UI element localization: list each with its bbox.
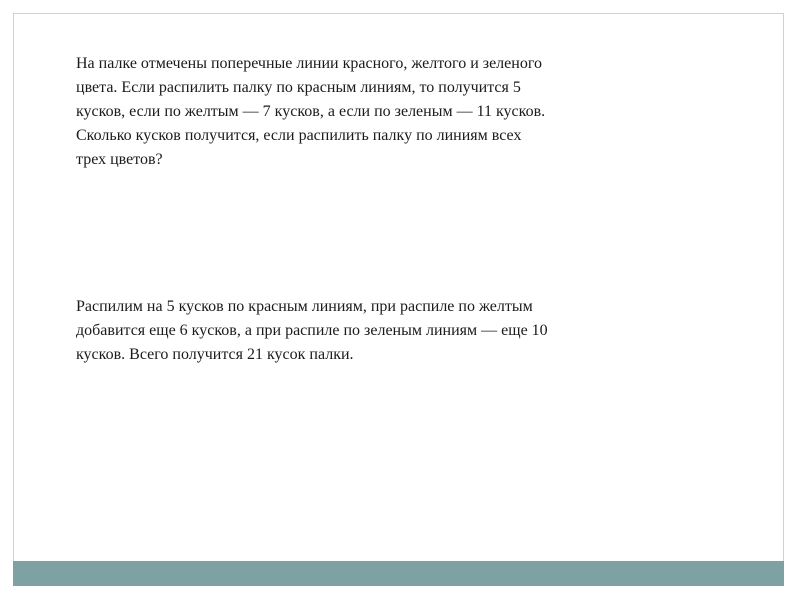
- problem-line: На палке отмечены поперечные линии красного, желтого и зеленого: [76, 55, 542, 72]
- problem-line: кусков, если по желтым — 7 кусков, а если по зеленым — 11 кусков.: [76, 103, 546, 120]
- answer-text: [76, 295, 548, 367]
- answer-line: добавится еще 6 кусков, а при распиле по зеленым линиям — еще 10: [76, 322, 548, 339]
- problem-text: [76, 52, 545, 172]
- problem-line: трех цветов?: [76, 151, 163, 168]
- problem-line: цвета. Если распилить палку по красным линиям, то получится 5: [76, 79, 521, 96]
- answer-line: кусков. Всего получится 21 кусок палки.: [76, 346, 354, 363]
- answer-line: Распилим на 5 кусков по красным линиям, при распиле по желтым: [76, 298, 533, 315]
- slide-footer-band: [13, 561, 784, 586]
- problem-line: Сколько кусков получится, если распилить палку по линиям всех: [76, 127, 522, 144]
